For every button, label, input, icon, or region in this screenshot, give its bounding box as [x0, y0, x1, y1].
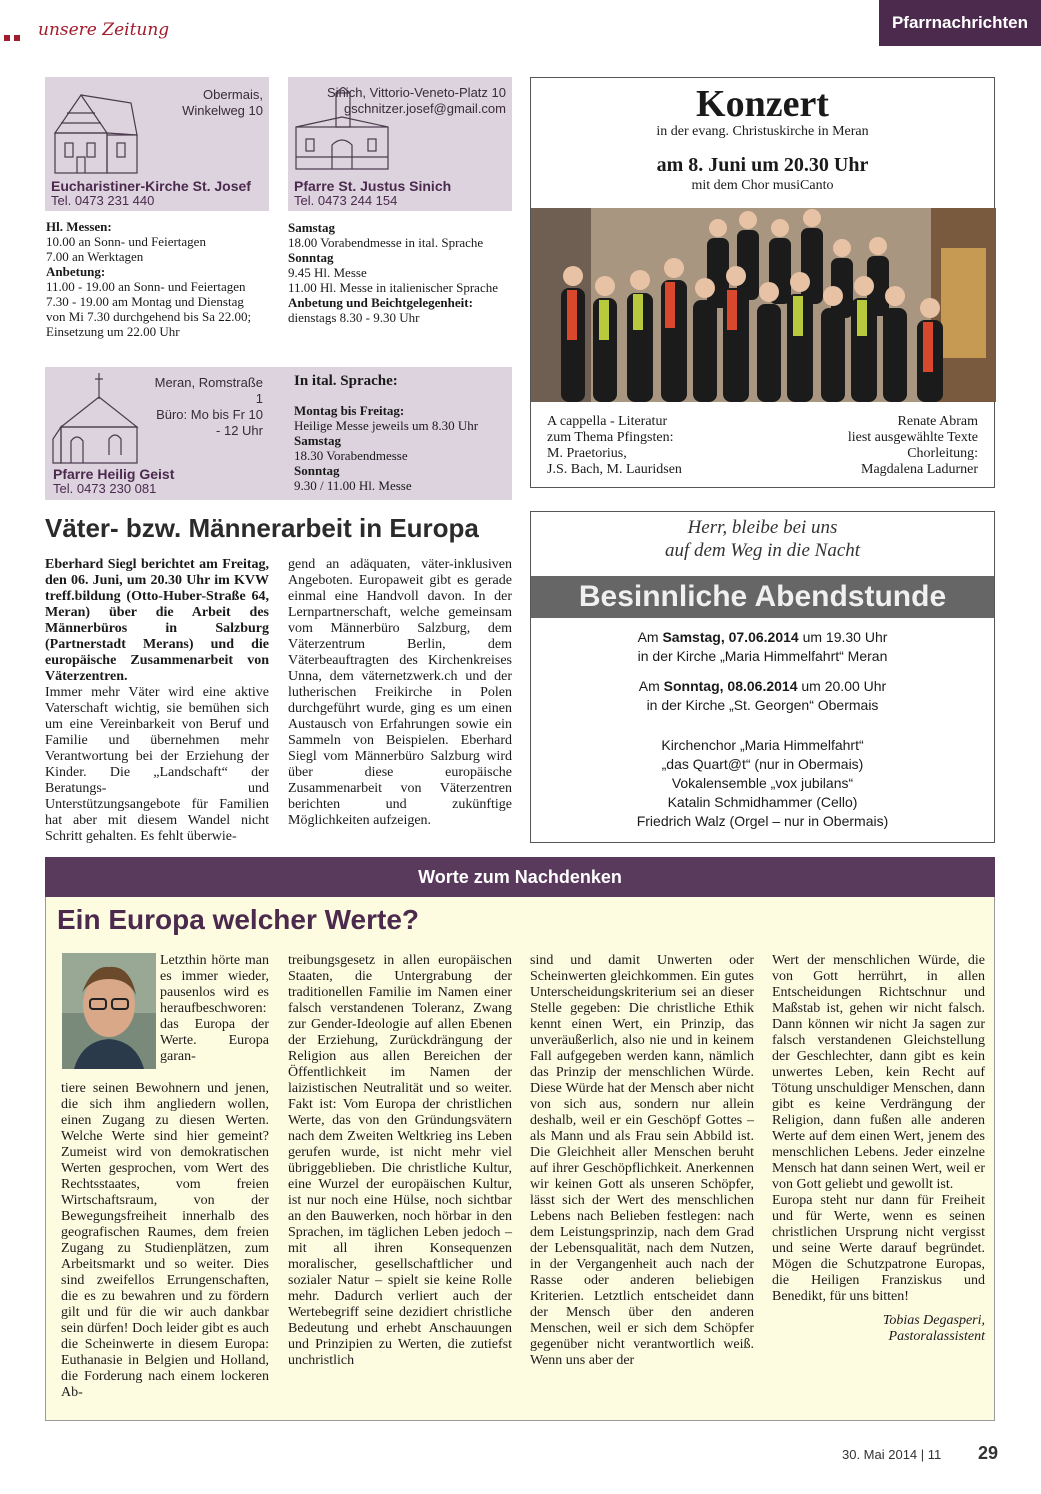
- service-time-line: 9.30 / 11.00 Hl. Messe: [294, 478, 412, 493]
- times-geist: [294, 403, 508, 493]
- service-time-line: Samstag: [294, 433, 341, 448]
- times-josef: [46, 219, 274, 339]
- worte-col-1: tiere seinen Bewohnern und jenen, die sich ihm angliedern wollen, einen Zugang zu diesen Werten. Welche Werte sind hier gemeint? Zumeist wird von demokratischen Werten gesprochen, vom Wert des Rechtsstaates, vom freien Wirtschaftsraum, von der Bewegungsfreiheit innerhalb des geografischen Raumes, dem freien Zugang zu Studienplätzen, zum Arbeitsmarkt und so weiter. Dies sind zweifellos Errungenschaften, die es zu bewahren und zu fördern gilt und für die wir auch dankbar sein dürfen! Doch leider gibt es auch die Scheinwerte in diesem Europa: Euthanasie in Belgien und Holland, die Forderung nach einem lockeren Ab-: [61, 1081, 269, 1400]
- church-tel: Tel. 0473 244 154: [294, 193, 398, 208]
- church-tel: Tel. 0473 231 440: [51, 193, 155, 208]
- besinnliche-box: [530, 511, 995, 843]
- service-time-line: Hl. Messen:: [46, 219, 112, 234]
- motto: Herr, bleibe bei uns auf dem Weg in die Nacht: [664, 517, 861, 561]
- church-address: Sinich, Vittorio-Veneto-Platz 10 gschnitzer.josef@gmail.com: [327, 85, 506, 116]
- article-body: Immer mehr Väter wird eine aktive Vaterschaft wichtig, sie bemühen sich um eine Vereinbarkeit von Beruf und Familie und übernehmen mehr Verantwortung bei der Erziehung der Kinder. Die „Landschaft“ der Beratungs- und Unterstützungsangebote für Familien hat aber mit diesem Wandel nicht Schritt gehalten. Es fehlt überwie-: [45, 685, 269, 844]
- service-time-line: 9.45 Hl. Messe: [288, 265, 367, 280]
- worte-col-2: treibungsgesetz in allen europäischen Staaten, die Untergrabung der traditionellen Familie im Namen einer falsch verstandenen Toleranz, Zwang zur Gender-Ideologie auf allen Ebenen der Erziehung, Zurückdrängung der Religion aus allen Bereichen der Öffentlichkeit im Namen der laizistischen Neutralität und so weiter. Fakt ist: Vom Europa der christlichen Werte, das von den Gründungsvätern nach dem Zweiten Weltkrieg ins Leben gerufen wurde, ist nicht mehr viel übriggeblieben. Die christliche Kultur, eine Wurzel der europäischen Kultur, ist nur noch eine Hülse, noch sichtbar an den Bauwerken, noch hörbar in den Sprachen, im täglichen Leben jedoch – mit all ihren Konsequenzen moralischer, gesellschaftlicher und sozialer Natur – spielt sie keine Rolle mehr. Dadurch verliert auch der Wertebegriff seine dezidiert christliche Bedeutung und erhebt Anschauungen und Prinzipien zu Werten, die zutiefst unchristlich: [288, 953, 512, 1368]
- performers: Kirchenchor „Maria Himmelfahrt“ „das Quart@t“ (nur in Obermais) Vokalensemble „vox jubilans“ Katalin Schmidhammer (Cello) Friedrich Walz (Orgel – nur in Obermais): [636, 737, 889, 829]
- service-time-line: 7.00 an Werktagen: [46, 249, 144, 264]
- concert-box: [530, 77, 995, 488]
- concert-title: Konzert: [696, 83, 829, 125]
- service-time-line: 18.30 Vorabendmesse: [294, 448, 408, 463]
- service-time-line: Sonntag: [288, 250, 334, 265]
- event-1-place: in der Kirche „Maria Himmelfahrt“ Meran: [637, 648, 888, 664]
- church-address: Meran, Romstraße 1 Büro: Mo bis Fr 10 - 12 Uhr: [154, 375, 263, 438]
- service-time-line: Heilige Messe jeweils um 8.30 Uhr: [294, 418, 479, 433]
- service-time-line: Samstag: [288, 220, 335, 235]
- concert-choir: mit dem Chor musiCanto: [691, 178, 834, 193]
- church-box-josef: [45, 77, 269, 211]
- event-2-place: in der Kirche „St. Georgen“ Obermais: [646, 697, 879, 713]
- church-address: Obermais, Winkelweg 10: [182, 87, 263, 118]
- service-time-line: 7.30 - 19.00 am Montag und Dienstag: [46, 294, 244, 309]
- church-name: Eucharistiner-Kirche St. Josef: [51, 178, 251, 194]
- worte-band: Worte zum Nachdenken: [45, 857, 995, 897]
- service-time-line: 18.00 Vorabendmesse in ital. Sprache: [288, 235, 484, 250]
- church-name: Pfarre Heilig Geist: [53, 466, 175, 482]
- article-title-vaeter: Väter- bzw. Männerarbeit in Europa: [45, 513, 479, 543]
- service-time-line: dienstags 8.30 - 9.30 Uhr: [288, 310, 420, 325]
- article-col-1: [45, 557, 269, 845]
- church-drawing-icon: [51, 369, 139, 465]
- worte-title: Ein Europa welcher Werte?: [57, 904, 420, 935]
- italian-heading: In ital. Sprache:: [294, 373, 398, 389]
- author-name: Tobias Degasperi,: [882, 1313, 985, 1328]
- church-box-justus: [288, 77, 512, 211]
- service-time-line: von Mi 7.30 durchgehend bis Sa 22.00;: [46, 309, 252, 324]
- event-1-date: Am Samstag, 07.06.2014 um 19.30 Uhr: [637, 629, 888, 645]
- newspaper-logo: unsere Zeitung: [38, 20, 170, 40]
- service-time-line: 11.00 - 19.00 an Sonn- und Feiertagen: [46, 279, 246, 294]
- concert-date: am 8. Juni um 20.30 Uhr: [656, 154, 869, 176]
- page-number: 29: [978, 1443, 999, 1463]
- service-time-line: Montag bis Freitag:: [294, 403, 405, 418]
- church-box-geist: [45, 367, 512, 500]
- service-time-line: 10.00 an Sonn- und Feiertagen: [46, 234, 206, 249]
- service-time-line: 11.00 Hl. Messe in italienischer Sprache: [288, 280, 498, 295]
- article-col-2: gend an adäquaten, väter-inklusiven Angeboten. Europaweit gibt es gerade einmal eine Handvoll davon. In der Lernpartnerschaft, welche gemeinsam vom Männerbüro Salzburg, dem Väterzentrum Berlin, dem Väterbeauftragten des Kirchenkreises Unna, dem väternetzwerk.ch und der lutherischen Freikirche in Polen durchgeführt wurde, ging es um einen Austausch von Erfahrungen sowie ein Sammeln von Beispielen. Eberhard Siegl vom Männerbüro Salzburg wird über diese europäische Zusammenarbeit von Väterzentren berichten und zukünftige Möglichkeiten aufzeigen.: [288, 557, 512, 828]
- service-time-line: Einsetzung um 22.00 Uhr: [46, 324, 180, 339]
- worte-col-1-top: Letzthin hörte man es immer wieder, pausenlos wird es heraufbeschworen: das Europa der Werte. Europa garan-: [160, 953, 269, 1064]
- header-dots: [4, 28, 28, 36]
- service-time-line: Sonntag: [294, 463, 340, 478]
- church-tel: Tel. 0473 230 081: [53, 481, 157, 496]
- article-lead: Eberhard Siegl berichtet am Freitag, den 06. Juni, um 20.30 Uhr im KVW treff.bildung (Otto-Huber-Straße 64, Meran) über die Arbeit des Männerbüros in Salzburg (Partnerstadt Merans) und die europäische Zusammenarbeit von Väterzentren.: [45, 557, 269, 684]
- concert-location: in der evang. Christuskirche in Meran: [656, 124, 869, 139]
- concert-credits: Renate Abram liest ausgewählte Texte Chorleitung: Magdalena Ladurner: [847, 414, 978, 477]
- worte-col-3: sind und damit Unwerten oder Scheinwerten gleichkommen. Ein gutes Unterscheidungskriterium sei an dieser Stelle gegeben: Die christliche Ethik kennt einen Wert, ein Prinzip, das unveräußerlich, also nie und in keinem Fall aufgegeben werden kann, nämlich das Prinzip der menschlichen Würde. Diese Würde hat der Mensch aber nicht von sich aus, sondern nur allein deshalb, weil er ein Geschöpf Gottes – als Mann und als Frau sein Abbild ist. Die Gleichheit aller Menschen beruht auf ihrer Geschöpflichkeit. Anerkennen wir keinen Gott als unseren Schöpfer, lässt sich der Wert des menschlichen Lebens nach Belieben festlegen: nach dem Leistungsprinzip, nach dem Grad der Lebensqualität, nach dem Nutzen, in der Vergangenheit auch nach der Rasse oder anderen beliebigen Kriterien. Letztlich entscheidet dann der Mensch über den anderen Menschen, weil er sich dem Schöpfer gegenüber nicht verantwortlich weiß. Wenn uns aber der: [530, 953, 754, 1368]
- choir-photo: [531, 208, 996, 402]
- service-time-line: Anbetung:: [46, 264, 106, 279]
- worte-col-4: Wert der menschlichen Würde, die von Gott herrührt, in allen Entscheidungen Richtschnur und Maßstab ist, gehen wir nicht falsch. Dann können wir nicht Ja sagen zur falsch verstandenen Gleichstellung der Geschlechter, dann gibt es kein unwertes Leben, kein Recht auf Tötung unschuldiger Menschen, dann gibt es keine Verdrängung der Religion, dann fußen alle anderen Werte auf dem einen Wert, jenem des menschlichen Lebens. Jeder einzelne Mensch hat dann seinen Wert, weil er von Gott geliebt und gewollt ist. Europa steht nur dann für Freiheit und für Werte, wenn es seinen christlichen Ursprung nicht vergisst und seine Werte darauf begründet. Mögen die Schutzpatrone Europas, die Heiligen Franziskus und Benedikt, für uns bitten! Tobias Degasperi, Pastoralassistent: [772, 953, 985, 1344]
- besinnliche-title: Besinnliche Abendstunde: [531, 576, 994, 618]
- author-portrait: [62, 953, 156, 1069]
- church-name: Pfarre St. Justus Sinich: [294, 178, 452, 194]
- issue-date: 30. Mai 2014 | 11: [842, 1447, 942, 1462]
- church-drawing-icon: [51, 83, 143, 175]
- concert-program: A cappella - Literatur zum Thema Pfingsten: M. Praetorius, J.S. Bach, M. Lauridsen: [547, 414, 682, 477]
- author-role: Pastoralassistent: [888, 1329, 985, 1344]
- section-tab: Pfarrnachrichten: [879, 0, 1041, 46]
- service-time-line: Anbetung und Beichtgelegenheit:: [288, 295, 473, 310]
- times-justus: [288, 220, 516, 325]
- event-2-date: Am Sonntag, 08.06.2014 um 20.00 Uhr: [638, 678, 887, 694]
